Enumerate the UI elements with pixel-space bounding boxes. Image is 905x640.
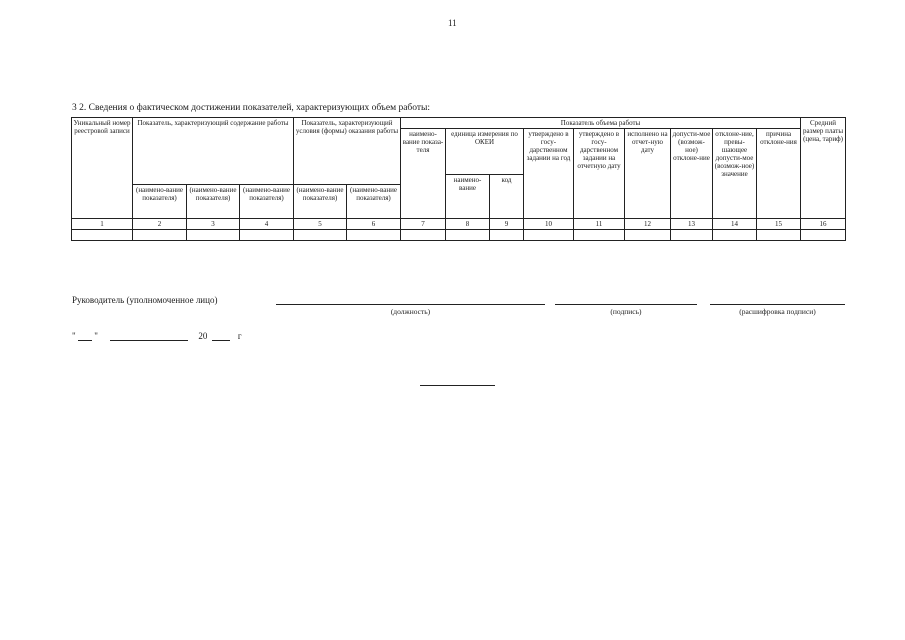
header-sub-indicator-4: (наимено-вание показателя) — [294, 185, 347, 219]
column-number: 14 — [713, 219, 757, 230]
column-number: 5 — [294, 219, 347, 230]
date-close-quote: " — [94, 331, 98, 341]
column-number: 1 — [72, 219, 133, 230]
table-cell[interactable] — [574, 230, 625, 241]
table-cell[interactable] — [757, 230, 801, 241]
page-number: 11 — [448, 18, 457, 28]
column-number: 3 — [187, 219, 240, 230]
column-number: 8 — [446, 219, 490, 230]
header-sub-indicator-2: (наимено-вание показателя) — [187, 185, 240, 219]
signature-label: Руководитель (уполномоченное лицо) — [72, 295, 218, 305]
column-number: 15 — [757, 219, 801, 230]
table-cell[interactable] — [671, 230, 713, 241]
header-approved-report-date: утверждено в госу-дарственном задании на отчетную дату — [574, 129, 625, 219]
table-cell[interactable] — [713, 230, 757, 241]
date-open-quote: " — [72, 331, 76, 341]
position-line[interactable] — [276, 304, 545, 305]
date-month-field[interactable] — [110, 331, 188, 341]
decode-caption: (расшифровка подписи) — [739, 307, 816, 316]
table-cell[interactable] — [801, 230, 846, 241]
work-volume-table — [71, 117, 846, 241]
column-number: 11 — [574, 219, 625, 230]
table-cell[interactable] — [446, 230, 490, 241]
table-cell[interactable] — [524, 230, 574, 241]
column-number: 12 — [625, 219, 671, 230]
header-indicator-name: наимено-вание показа-теля — [401, 129, 446, 219]
header-unit-name: наимено-вание — [446, 175, 490, 219]
header-conditions-indicator: Показатель, характеризующий условия (формы) оказания работы — [294, 118, 401, 185]
header-deviation-reason: причина отклоне-ния — [757, 129, 801, 219]
column-number: 6 — [347, 219, 401, 230]
header-exceeding-deviation: отклоне-ние, превы-шающее допусти-мое (возмож-ное) значение — [713, 129, 757, 219]
column-number: 2 — [133, 219, 187, 230]
table-cell[interactable] — [401, 230, 446, 241]
column-number-row — [72, 219, 846, 230]
column-number: 4 — [240, 219, 294, 230]
date-year-prefix: 20 — [198, 331, 208, 341]
header-executed: исполнено на отчет-ную дату — [625, 129, 671, 219]
column-number: 10 — [524, 219, 574, 230]
table-cell[interactable] — [72, 230, 133, 241]
header-unit-code: код — [490, 175, 524, 219]
date-year-suffix: г — [237, 331, 242, 341]
header-unit-okei: единица измерения по ОКЕИ — [446, 129, 524, 175]
date-year-field[interactable] — [212, 331, 230, 341]
header-average-fee: Средний размер платы (цена, тариф) — [801, 118, 846, 219]
table-row — [72, 230, 846, 241]
signature-line[interactable] — [555, 304, 697, 305]
header-registry-number: Уникальный номер реестровой записи — [72, 118, 133, 219]
signature-caption: (подпись) — [610, 307, 642, 316]
footnote-separator — [420, 385, 495, 386]
table-cell[interactable] — [294, 230, 347, 241]
header-volume-indicator: Показатель объема работы — [401, 118, 801, 129]
decode-line[interactable] — [710, 304, 845, 305]
table-cell[interactable] — [625, 230, 671, 241]
table-cell[interactable] — [347, 230, 401, 241]
table-cell[interactable] — [490, 230, 524, 241]
header-content-indicator: Показатель, характеризующий содержание работы — [133, 118, 294, 185]
date-line — [72, 331, 242, 341]
position-caption: (должность) — [390, 307, 431, 316]
table-cell[interactable] — [240, 230, 294, 241]
table-cell[interactable] — [133, 230, 187, 241]
header-approved-year: утверждено в госу-дарственном задании на год — [524, 129, 574, 219]
header-sub-indicator-5: (наимено-вание показателя) — [347, 185, 401, 219]
column-number: 16 — [801, 219, 846, 230]
section-title: 3 2. Сведения о фактическом достижении показателей, характеризующих объем работы: — [72, 103, 431, 113]
header-allowed-deviation: допусти-мое (возмож-ное) отклоне-ние — [671, 129, 713, 219]
column-number: 13 — [671, 219, 713, 230]
date-day-field[interactable] — [78, 331, 92, 341]
header-sub-indicator-3: (наимено-вание показателя) — [240, 185, 294, 219]
table-cell[interactable] — [187, 230, 240, 241]
header-sub-indicator-1: (наимено-вание показателя) — [133, 185, 187, 219]
column-number: 9 — [490, 219, 524, 230]
column-number: 7 — [401, 219, 446, 230]
